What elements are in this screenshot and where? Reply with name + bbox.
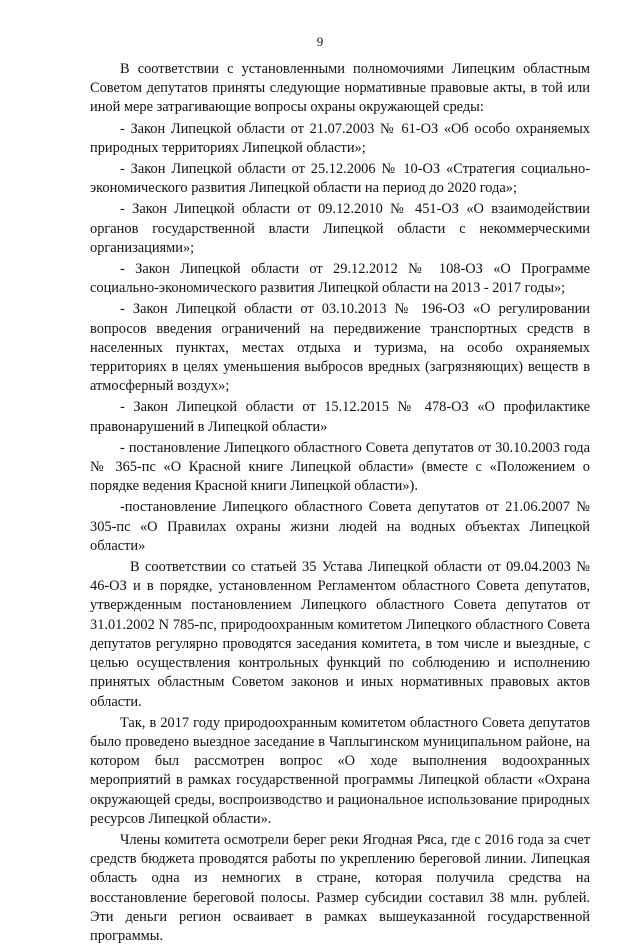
list-item: -постановление Липецкого областного Совета депутатов от 21.06.2007 № 305-пс «О Правилах охраны жизни людей на водных объектах Липецкой области» xyxy=(90,499,590,554)
field-meeting-paragraph: Так, в 2017 году природоохранным комитетом областного Совета депутатов было проведено выездное заседание в Чаплыгинском муниципальном районе, на котором был рассмотрен вопрос «О ходе выполнения водоохранных мероприятий в рамках государственной программы Липецкой области «Охрана окружающей среды, воспроизводство и рациональное использование природных ресурсов Липецкой области». xyxy=(90,714,590,827)
river-bank-paragraph: Члены комитета осмотрели берег реки Ягодная Ряса, где с 2016 года за счет средств бюджета проводятся работы по укреплению береговой линии. Липецкая область одна из немногих в стране, которая получила средства на восстановление береговой полосы. Размер субсидии составил 38 млн. рублей. Эти деньги регион осваивает в рамках вышеуказанной государственной программы. xyxy=(90,831,590,944)
document-body xyxy=(90,60,590,948)
list-item: - Закон Липецкой области от 25.12.2006 № 10-ОЗ «Стратегия социально-экономического развития Липецкой области на период до 2020 года»; xyxy=(90,161,590,197)
charter-paragraph: В соответствии со статьей 35 Устава Липецкой области от 09.04.2003 № 46-ОЗ и в порядке, установленном Регламентом областного Совета депутатов, утвержденным постановлением Липецкого областного Совета депутатов от 31.01.2002 N 785-пс, природоохранным комитетом Липецкого областного Совета депутатов регулярно проводятся заседания комитета, в том числе и выездные, с целью осуществления контрольных функций по соблюдению и исполнению принятых областным Советом законов и иных нормативных правовых актов области. xyxy=(90,559,590,710)
list-item: - Закон Липецкой области от 15.12.2015 № 478-ОЗ «О профилактике правонарушений в Липецкой области» xyxy=(90,399,590,435)
page-number: 9 xyxy=(316,34,324,49)
list-item: - Закон Липецкой области от 29.12.2012 № 108-ОЗ «О Программе социально-экономического развития Липецкой области на 2013 - 2017 годы»; xyxy=(90,261,590,297)
list-item: - Закон Липецкой области от 09.12.2010 № 451-ОЗ «О взаимодействии органов государственной власти Липецкой области с некоммерческими организациями»; xyxy=(90,201,590,256)
list-item: - Закон Липецкой области от 21.07.2003 № 61-ОЗ «Об особо охраняемых природных территориях Липецкой области»; xyxy=(90,120,590,156)
list-item: - постановление Липецкого областного Совета депутатов от 30.10.2003 года № 365-пс «О Красной книге Липецкой области» (вместе с «Положением о порядке ведения Красной книги Липецкой области»). xyxy=(90,439,590,495)
intro-paragraph: В соответствии с установленными полномочиями Липецким областным Советом депутатов приняты следующие нормативные правовые акты, в той или иной мере затрагивающие вопросы охраны окружающей среды: xyxy=(90,61,590,116)
list-item: - Закон Липецкой области от 03.10.2013 № 196-ОЗ «О регулировании вопросов введения ограничений на передвижение транспортных средств в населенных пунктах, местах отдыха и туризма, на особо охраняемых территориях в целях уменьшения выбросов вредных (загрязняющих) веществ в атмосферный воздух»; xyxy=(90,301,590,395)
